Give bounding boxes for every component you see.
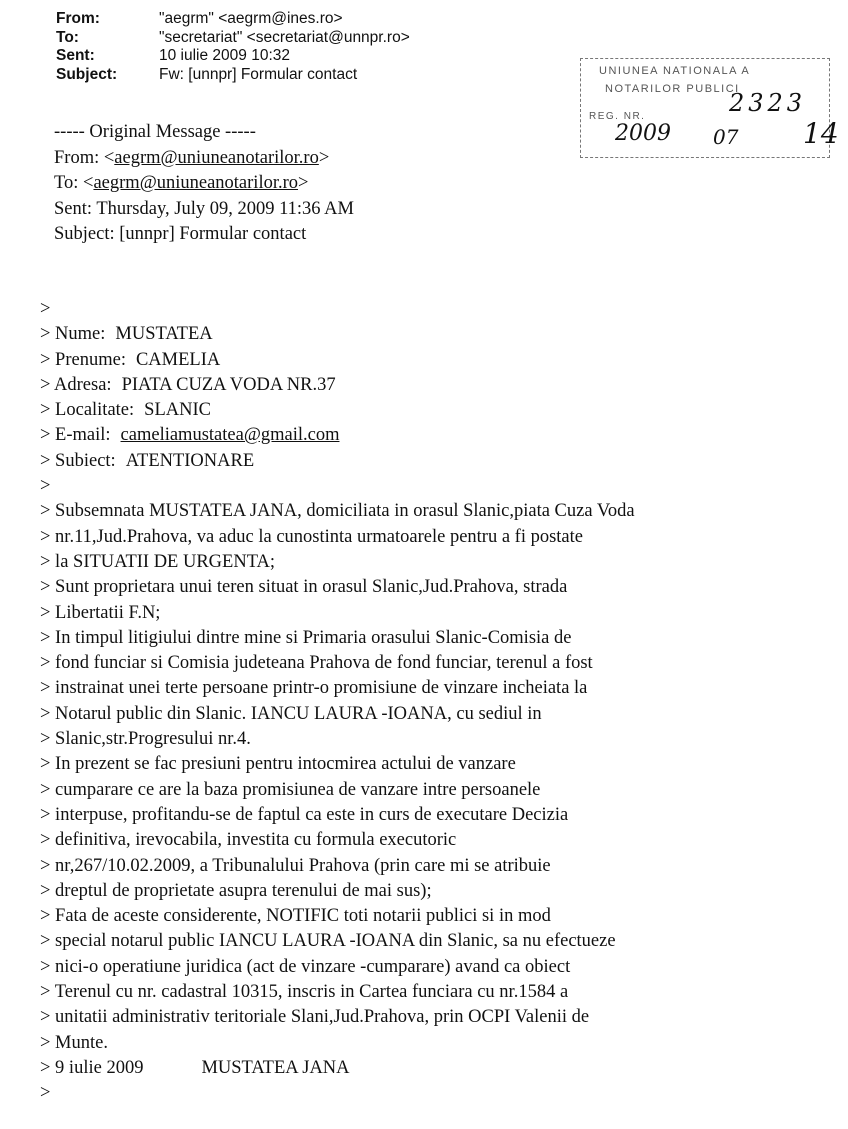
message-line: > instrainat unei terte persoane printr-o promisiune de vinzare incheiata la — [40, 678, 588, 699]
header-sent-row — [56, 47, 410, 66]
original-sent-line: Sent: Thursday, July 09, 2009 11:36 AM — [54, 198, 354, 219]
form-prenume-row — [40, 348, 635, 373]
form-localitate-label: > Localitate: — [40, 400, 135, 421]
original-to-prefix: To: < — [54, 173, 94, 193]
stamp-line-3: REG. NR. — [589, 111, 646, 122]
original-to-email-link[interactable]: aegrm@uniuneanotarilor.ro — [93, 173, 299, 193]
original-from-line — [54, 146, 354, 172]
message-line: > Fata de aceste considerente, NOTIFIC toti notarii publici si in mod — [40, 906, 551, 927]
quote-blank-line: > — [40, 299, 51, 319]
signature-name: MUSTATEA JANA — [201, 1057, 350, 1078]
message-line: > In timpul litigiului dintre mine si Primaria orasului Slanic-Comisia de — [40, 627, 572, 648]
message-line: > Libertatii F.N; — [40, 602, 161, 623]
original-to-line — [54, 171, 354, 197]
form-nume-label: > Nume: — [40, 324, 106, 345]
form-subiect-label: > Subiect: — [40, 450, 116, 471]
form-adresa-value: PIATA CUZA VODA NR.37 — [121, 374, 336, 395]
message-line: > cumparare ce are la baza promisiunea de vanzare intre persoanele — [40, 779, 541, 800]
original-from-email-link[interactable]: aegrm@uniuneanotarilor.ro — [114, 147, 319, 168]
message-line: > special notarul public IANCU LAURA -IOANA din Slanic, sa nu efectueze — [40, 931, 616, 952]
message-line: > interpuse, profitandu-se de faptul ca este in curs de executare Decizia — [40, 804, 569, 825]
form-subiect-row — [40, 449, 635, 474]
message-line: > Notarul public din Slanic. IANCU LAURA -IOANA, cu sediul in — [40, 703, 542, 724]
message-line: > Sunt proprietara unui teren situat in orasul Slanic,Jud.Prahova, strada — [40, 577, 568, 598]
message-line: > dreptul de proprietate asupra terenului de mai sus); — [40, 880, 432, 901]
stamp-year: 2009 — [615, 121, 671, 146]
message-line: > nr,267/10.02.2009, a Tribunalului Prahova (prin care mi se atribuie — [40, 855, 551, 876]
message-line: > Slanic,str.Progresului nr.4. — [40, 729, 251, 750]
form-nume-row — [40, 322, 635, 347]
message-line: > Terenul cu nr. cadastral 10315, inscris in Cartea funciara cu nr.1584 a — [40, 982, 569, 1003]
header-to-value: "secretariat" <secretariat@unnpr.ro> — [159, 28, 410, 46]
form-email-row — [40, 423, 635, 448]
form-prenume-value: CAMELIA — [135, 349, 221, 370]
stamp-line-2: NOTARILOR PUBLICI — [605, 83, 740, 95]
stamp-day: 14 — [803, 117, 839, 150]
stamp-month: 07 — [713, 125, 739, 149]
message-line: > In prezent se fac presiuni pentru intocmirea actului de vanzare — [40, 754, 516, 775]
message-line: > la SITUATII DE URGENTA; — [40, 551, 276, 572]
header-from-row — [56, 10, 410, 29]
header-subject-label: Subject: — [56, 65, 118, 83]
form-subiect-value: ATENTIONARE — [125, 450, 255, 471]
original-subject-line: Subject: [unnpr] Formular contact — [54, 224, 307, 244]
original-separator: ----- Original Message ----- — [54, 122, 256, 142]
message-line: > Subsemnata MUSTATEA JANA, domiciliata in orasul Slanic,piata Cuza Voda — [40, 501, 635, 522]
original-message — [54, 120, 354, 248]
header-from-value: "aegrm" <aegrm@ines.ro> — [159, 10, 343, 27]
header-to-label: To: — [56, 28, 79, 46]
registration-stamp — [580, 58, 839, 158]
message-line: > nr.11,Jud.Prahova, va aduc la cunostinta urmatoarele pentru a fi postate — [40, 526, 583, 547]
message-line: > definitiva, irevocabila, investita cu formula executoric — [40, 830, 457, 851]
form-email-link[interactable]: cameliamustatea@gmail.com — [120, 425, 340, 446]
form-localitate-value: SLANIC — [144, 400, 211, 421]
stamp-number: 2323 — [729, 89, 807, 117]
message-line: > unitatii administrativ teritoriale Slani,Jud.Prahova, prin OCPI Valenii de — [40, 1007, 590, 1028]
form-adresa-row — [40, 373, 635, 398]
form-nume-value: MUSTATEA — [115, 324, 213, 345]
message-line: > Munte. — [40, 1032, 108, 1053]
original-from-prefix: From: < — [54, 147, 115, 168]
message-line: > nici-o operatiune juridica (act de vinzare -cumparare) avand ca obiect — [40, 956, 571, 977]
signature-line — [40, 1056, 635, 1081]
email-header — [56, 10, 410, 84]
signature-date: > 9 iulie 2009 — [40, 1057, 144, 1078]
header-subject-value: Fw: [unnpr] Formular contact — [159, 65, 358, 83]
message-line: > fond funciar si Comisia judeteana Prahova de fond funciar, terenul a fost — [40, 653, 593, 674]
form-email-label: > E-mail: — [40, 425, 111, 446]
form-localitate-row — [40, 398, 635, 423]
header-subject-row — [56, 66, 410, 85]
header-to-row — [56, 29, 410, 48]
message-body — [40, 297, 635, 1107]
header-sent-value: 10 iulie 2009 10:32 — [159, 47, 291, 64]
message-line: > — [40, 476, 51, 497]
closing-quote-line: > — [40, 1083, 51, 1104]
original-to-suffix: > — [298, 173, 309, 193]
form-adresa-label: > Adresa: — [40, 374, 112, 395]
header-from-label: From: — [56, 10, 100, 27]
form-prenume-label: > Prenume: — [40, 349, 126, 370]
stamp-line-1: UNIUNEA NATIONALA A — [599, 65, 751, 77]
original-from-suffix: > — [318, 147, 330, 168]
header-sent-label: Sent: — [56, 47, 95, 64]
